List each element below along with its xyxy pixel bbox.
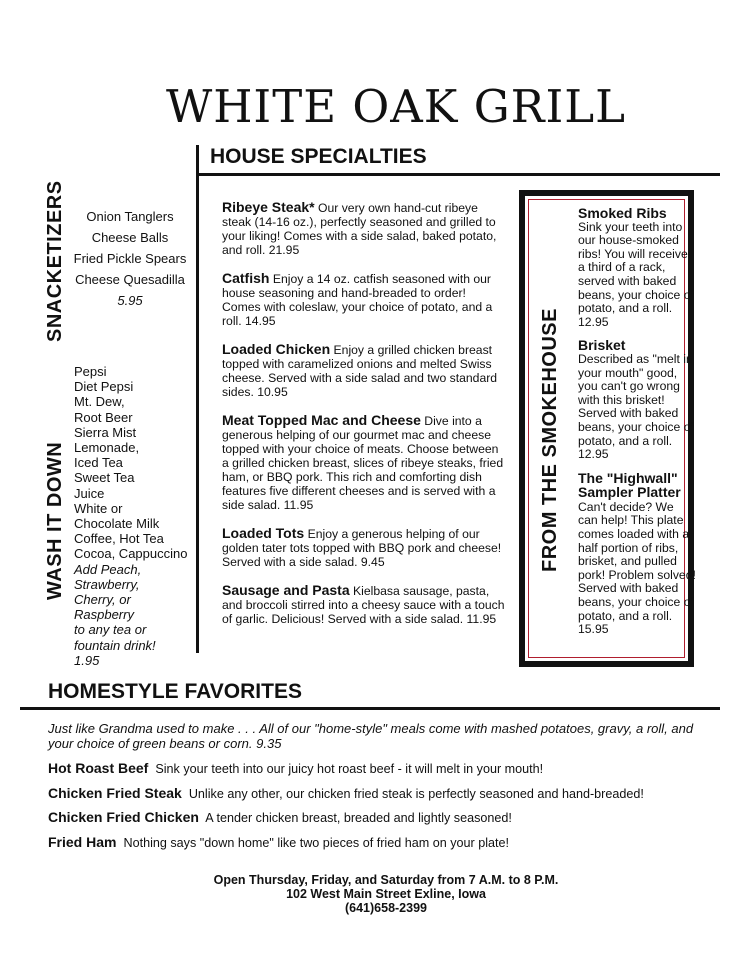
note-line: Strawberry,: [74, 576, 140, 592]
item-desc: Nothing says "down home" like two pieces of fried ham on your plate!: [123, 835, 510, 850]
menu-item: [222, 271, 507, 328]
list-item: Chocolate Milk: [74, 516, 160, 532]
item-desc: Enjoy a 14 oz. catfish seasoned with our house seasoning and hand-breaded to order! Comes with coleslaw, your choice of potato, and a roll. 14.95: [222, 272, 493, 328]
smokehouse-box: [519, 190, 694, 667]
list-item: Sierra Mist: [74, 424, 137, 440]
price: 5.95: [117, 293, 143, 308]
item-desc: Our very own hand-cut ribeye steak (14-16 oz.), perfectly seasoned and grilled to your liking! Comes with a side salad, baked potato, and roll. 21.95: [222, 201, 497, 257]
item-desc: Enjoy a generous helping of our golden tater tots topped with BBQ pork and cheese! Served with a side salad. 9.45: [222, 527, 502, 569]
price: 1.95: [74, 652, 100, 668]
item-name: Ribeye Steak*: [222, 199, 315, 215]
menu-item: [578, 469, 696, 637]
item-name: Chicken Fried Chicken: [48, 809, 199, 825]
list-item: Lemonade,: [74, 440, 140, 456]
column-divider: [196, 145, 199, 653]
footer: [0, 873, 742, 915]
heading-rule: [20, 707, 720, 710]
item-desc: Sink your teeth into our juicy hot roast beef - it will melt in your mouth!: [155, 762, 544, 776]
list-item: Diet Pepsi: [74, 379, 134, 395]
menu-item: [222, 342, 507, 399]
phone: (641)658-2399: [344, 901, 427, 915]
hours: Open Thursday, Friday, and Saturday from 7 A.M. to 8 P.M.: [213, 873, 559, 887]
list-item: Juice: [74, 485, 105, 501]
item-name: Fried Ham: [48, 833, 117, 850]
list-item: Iced Tea: [74, 455, 123, 471]
restaurant-title: WHITE OAK GRILL: [165, 80, 627, 133]
item-name: Loaded Tots: [222, 525, 305, 541]
item-name: Meat Topped Mac and Cheese: [222, 412, 421, 428]
menu-item: [48, 834, 728, 859]
item-name: Catfish: [222, 270, 270, 286]
item-desc: Kielbasa sausage, pasta, and broccoli stirred into a cheesy sauce with a touch of garlic. Delicious! Served with a side salad. 11.95: [222, 584, 505, 626]
item-desc: Sink your teeth into our house-smoked ribs! You will receive a third of a rack, served with baked beans, your choice of potato, and a roll. 12.95: [578, 219, 694, 329]
drinks-list: [74, 364, 187, 668]
list-item: Fried Pickle Spears: [73, 251, 187, 266]
item-name: Chicken Fried Steak: [48, 784, 182, 801]
list-item: Cheese Quesadilla: [75, 272, 185, 287]
list-item: Onion Tanglers: [86, 209, 174, 224]
list-item: Pepsi: [74, 364, 107, 379]
item-name: The "Highwall" Sampler Platter: [578, 469, 681, 501]
menu-item: [48, 760, 728, 785]
list-item: Coffee, Hot Tea: [74, 531, 164, 547]
menu-item: [48, 785, 728, 810]
menu-item: [48, 809, 728, 834]
homestyle-heading: HOMESTYLE FAVORITES: [48, 680, 302, 703]
list-item: Sweet Tea: [74, 470, 135, 486]
list-item: White or: [74, 500, 123, 516]
list-item: Root Beer: [74, 409, 133, 425]
list-item: Mt. Dew,: [74, 394, 125, 410]
smokehouse-heading: FROM THE SMOKEHOUSE: [539, 308, 561, 572]
menu-item: [222, 200, 507, 257]
homestyle-intro: Just like Grandma used to make . . . All of our "home-style" meals come with mashed potatoes, gravy, a roll, and your choice of green beans or corn. 9.35: [48, 721, 694, 751]
item-desc: A tender chicken breast, breaded and lightly seasoned!: [205, 811, 512, 825]
smokehouse-list: [578, 207, 696, 647]
list-item: Cheese Balls: [91, 230, 169, 245]
item-name: Loaded Chicken: [222, 341, 331, 357]
item-name: Smoked Ribs: [578, 205, 667, 221]
item-desc: Unlike any other, our chicken fried steak is perfectly seasoned and hand-breaded!: [188, 786, 644, 801]
wash-it-down-heading: WASH IT DOWN: [44, 441, 66, 600]
item-desc: Described as "melt in your mouth" good, you can't go wrong with this brisket! Served with baked beans, your choice of potato, and a roll. 12.95: [578, 351, 694, 462]
heading-rule: [196, 173, 720, 176]
house-specialties-list: [222, 200, 507, 640]
note-line: to any tea or: [74, 622, 147, 638]
menu-item: [222, 413, 507, 512]
note-line: Cherry, or: [74, 592, 131, 608]
snacketizers-heading: SNACKETIZERS: [44, 180, 66, 342]
menu-item: [222, 526, 507, 569]
menu-item: [222, 583, 507, 626]
address: 102 West Main Street Exline, Iowa: [286, 887, 486, 901]
snacketizers-list: [70, 206, 190, 311]
item-name: Sausage and Pasta: [222, 582, 350, 598]
note-line: Raspberry: [74, 607, 134, 623]
note-line: Add Peach,: [74, 561, 142, 577]
item-desc: Enjoy a grilled chicken breast topped with caramelized onions and melted Swiss cheese. Served with a side salad and two standard sides. 10.95: [222, 343, 498, 399]
item-desc: Can't decide? We can help! This plate comes loaded with a half portion of ribs, brisket, and pulled pork! Problem solved! Served with baked beans, your choice of potato, and a roll. 15.95: [578, 499, 696, 637]
item-name: Hot Roast Beef: [48, 760, 149, 776]
house-specialties-heading: HOUSE SPECIALTIES: [210, 145, 427, 168]
homestyle-list: [48, 760, 728, 858]
item-name: Brisket: [578, 337, 626, 354]
menu-item: [578, 339, 696, 461]
item-desc: Dive into a generous helping of our gourmet mac and cheese topped with your choice of meats. Choose between a grilled chicken breast, slices of ribeye steaks, fried ham, or BBQ pork. This rich and comforting dish features five different cheeses and is served with a side salad. 11.95: [222, 414, 504, 512]
note-line: fountain drink!: [74, 637, 156, 653]
list-item: Cocoa, Cappuccino: [74, 546, 188, 562]
menu-item: [578, 207, 696, 329]
